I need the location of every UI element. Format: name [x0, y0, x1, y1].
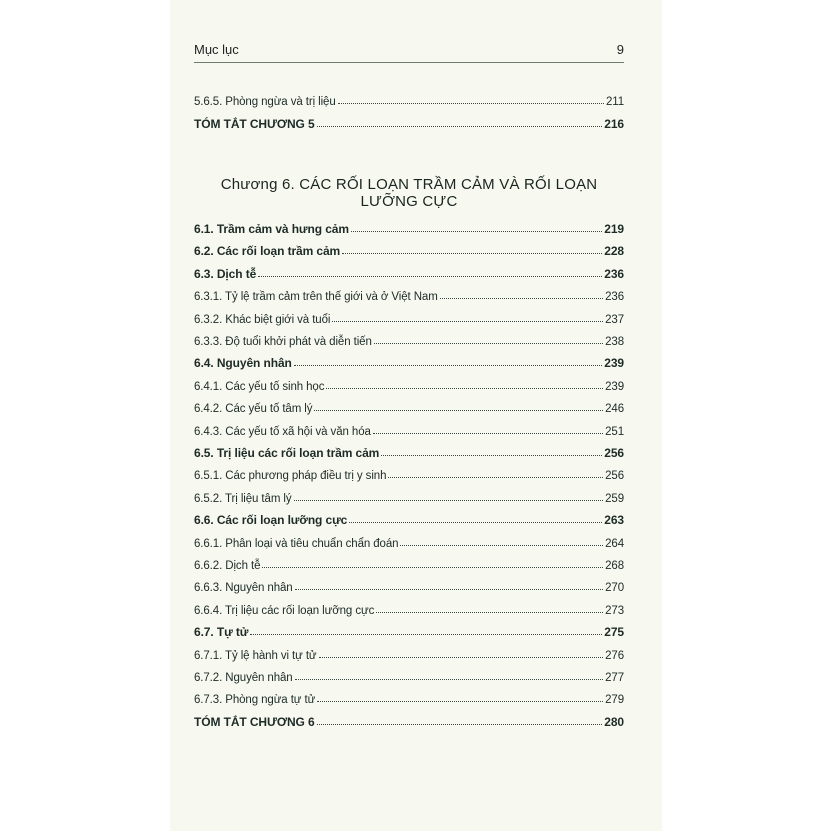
- dot-leader: [351, 231, 602, 232]
- toc-entry-label: 6.7. Tự tử: [194, 625, 249, 640]
- toc-entry-page: 237: [605, 313, 624, 326]
- toc-entry-page: 270: [605, 582, 624, 595]
- chapter-title: Chương 6. CÁC RỐI LOẠN TRẦM CẢM VÀ RỐI LOẠN LƯỠNG CỰC: [220, 176, 598, 210]
- dot-leader: [440, 298, 603, 299]
- toc-entry-page: 228: [604, 244, 624, 259]
- toc-entry-page: 238: [605, 336, 624, 348]
- toc-entry-label: 6.6. Các rối loạn lưỡng cực: [194, 513, 348, 528]
- toc-entry-page: 211: [605, 96, 624, 108]
- toc-entry: [194, 216, 624, 236]
- dot-leader: [381, 455, 602, 456]
- toc-entry-label: 6.3.1. Tỷ lệ trầm cảm trên thế giới và ở Việt Nam: [194, 291, 438, 304]
- book-page: [170, 0, 662, 831]
- toc-entry: [194, 597, 624, 617]
- dot-leader: [317, 701, 603, 702]
- dot-leader: [294, 500, 604, 501]
- toc-entry: [194, 642, 624, 662]
- toc-entry-label: 6.3.2. Khác biệt giới và tuổi: [194, 313, 331, 326]
- toc-entry-label: 6.3. Dịch tễ: [194, 266, 257, 281]
- toc-entry-page: 246: [605, 403, 624, 416]
- dot-leader: [317, 724, 603, 725]
- toc-entry-page: 236: [604, 266, 624, 281]
- dot-leader: [374, 343, 603, 344]
- toc-entry-page: 256: [605, 470, 624, 483]
- toc-entry-label: 5.6.5. Phòng ngừa và trị liệu: [194, 96, 336, 108]
- page-header: [194, 38, 624, 63]
- toc-entry: [194, 418, 624, 438]
- toc-entry: [194, 88, 624, 108]
- toc-entry-label: TÓM TẮT CHƯƠNG 6: [194, 714, 315, 729]
- dot-leader: [295, 679, 604, 680]
- toc-entry-page: 256: [604, 446, 624, 460]
- toc-entry-label: 6.6.4. Trị liệu các rối loạn lưỡng cực: [194, 604, 375, 617]
- toc-entry: [194, 328, 624, 348]
- toc-entry-page: 277: [605, 672, 624, 684]
- toc-entry: [194, 440, 624, 460]
- toc-entry-page: 276: [605, 649, 624, 662]
- toc-entry-label: 6.5.2. Trị liệu tâm lý: [194, 492, 292, 505]
- toc-entry: [194, 552, 624, 572]
- toc-entry-page: 273: [605, 604, 624, 617]
- toc-entry-label: 6.4.2. Các yếu tố tâm lý: [194, 403, 313, 416]
- toc-entry-label: 6.1. Trầm cảm và hưng cảm: [194, 222, 349, 236]
- toc-entry: [194, 507, 624, 527]
- toc-entry: [194, 283, 624, 303]
- dot-leader: [332, 321, 603, 322]
- toc-entry: [194, 373, 624, 393]
- toc-entry-page: 279: [605, 694, 624, 707]
- toc-entry-label: 6.7.3. Phòng ngừa tự tử: [194, 694, 316, 707]
- toc-entry-page: 216: [604, 117, 624, 131]
- dot-leader: [342, 253, 602, 254]
- dot-leader: [349, 522, 602, 523]
- toc-entry: [194, 350, 624, 370]
- toc-entry-label: 6.7.2. Nguyên nhân: [194, 672, 293, 684]
- dot-leader: [317, 126, 603, 127]
- dot-leader: [373, 433, 603, 434]
- toc-entry-label: 6.6.2. Dịch tễ: [194, 560, 261, 572]
- dot-leader: [319, 657, 604, 658]
- toc-entry-label: 6.7.1. Tỷ lệ hành vi tự tử: [194, 649, 317, 662]
- toc-entry: [194, 306, 624, 326]
- toc-entry-label: 6.2. Các rối loạn trầm cảm: [194, 244, 341, 259]
- toc-entry: [194, 111, 624, 131]
- page-number: 9: [616, 42, 624, 57]
- toc-entry-label: 6.4.3. Các yếu tố xã hội và văn hóa: [194, 425, 371, 438]
- dot-leader: [314, 410, 603, 411]
- toc-entry: [194, 619, 624, 639]
- toc-entry: [194, 462, 624, 482]
- toc-entry: [194, 574, 624, 594]
- toc-entry: [194, 530, 624, 550]
- toc-entry-label: 6.4. Nguyên nhân: [194, 356, 292, 371]
- toc-entry-page: 236: [605, 291, 624, 304]
- toc-entry-page: 264: [605, 537, 624, 550]
- dot-leader: [326, 388, 603, 389]
- dot-leader: [294, 365, 603, 366]
- toc-entry-page: 280: [604, 714, 624, 729]
- dot-leader: [400, 545, 603, 546]
- toc-entry-page: 219: [604, 222, 624, 236]
- toc-entry: [194, 686, 624, 706]
- dot-leader: [338, 103, 604, 104]
- toc-entry-page: 259: [605, 492, 624, 505]
- toc-entry-page: 251: [605, 425, 624, 438]
- toc-entry: [194, 664, 624, 684]
- dot-leader: [388, 477, 603, 478]
- toc-entry: [194, 261, 624, 281]
- toc-entry-page: 239: [604, 356, 624, 371]
- toc-entry-label: 6.6.1. Phân loại và tiêu chuẩn chẩn đoán: [194, 537, 399, 550]
- toc-entry: [194, 485, 624, 505]
- toc-entry-page: 263: [604, 513, 624, 528]
- toc-entry-page: 275: [604, 625, 624, 640]
- dot-leader: [258, 276, 602, 277]
- toc-entry-page: 268: [605, 560, 624, 572]
- toc-entry-page: 239: [605, 380, 624, 393]
- running-title: Mục lục: [194, 42, 239, 57]
- dot-leader: [376, 612, 603, 613]
- dot-leader: [262, 567, 603, 568]
- toc-entry: [194, 709, 624, 729]
- toc-entry: [194, 395, 624, 415]
- dot-leader: [295, 589, 604, 590]
- toc-entry-label: 6.5. Trị liệu các rối loạn trầm cảm: [194, 446, 380, 460]
- toc-entry: [194, 238, 624, 258]
- toc-entry-label: 6.6.3. Nguyên nhân: [194, 582, 293, 595]
- toc-entry-label: 6.4.1. Các yếu tố sinh học: [194, 380, 325, 393]
- toc-entry-label: 6.3.3. Độ tuổi khởi phát và diễn tiến: [194, 336, 372, 348]
- dot-leader: [250, 634, 602, 635]
- toc-entry-label: 6.5.1. Các phương pháp điều trị y sinh: [194, 470, 387, 483]
- toc-entry-label: TÓM TẮT CHƯƠNG 5: [194, 117, 315, 131]
